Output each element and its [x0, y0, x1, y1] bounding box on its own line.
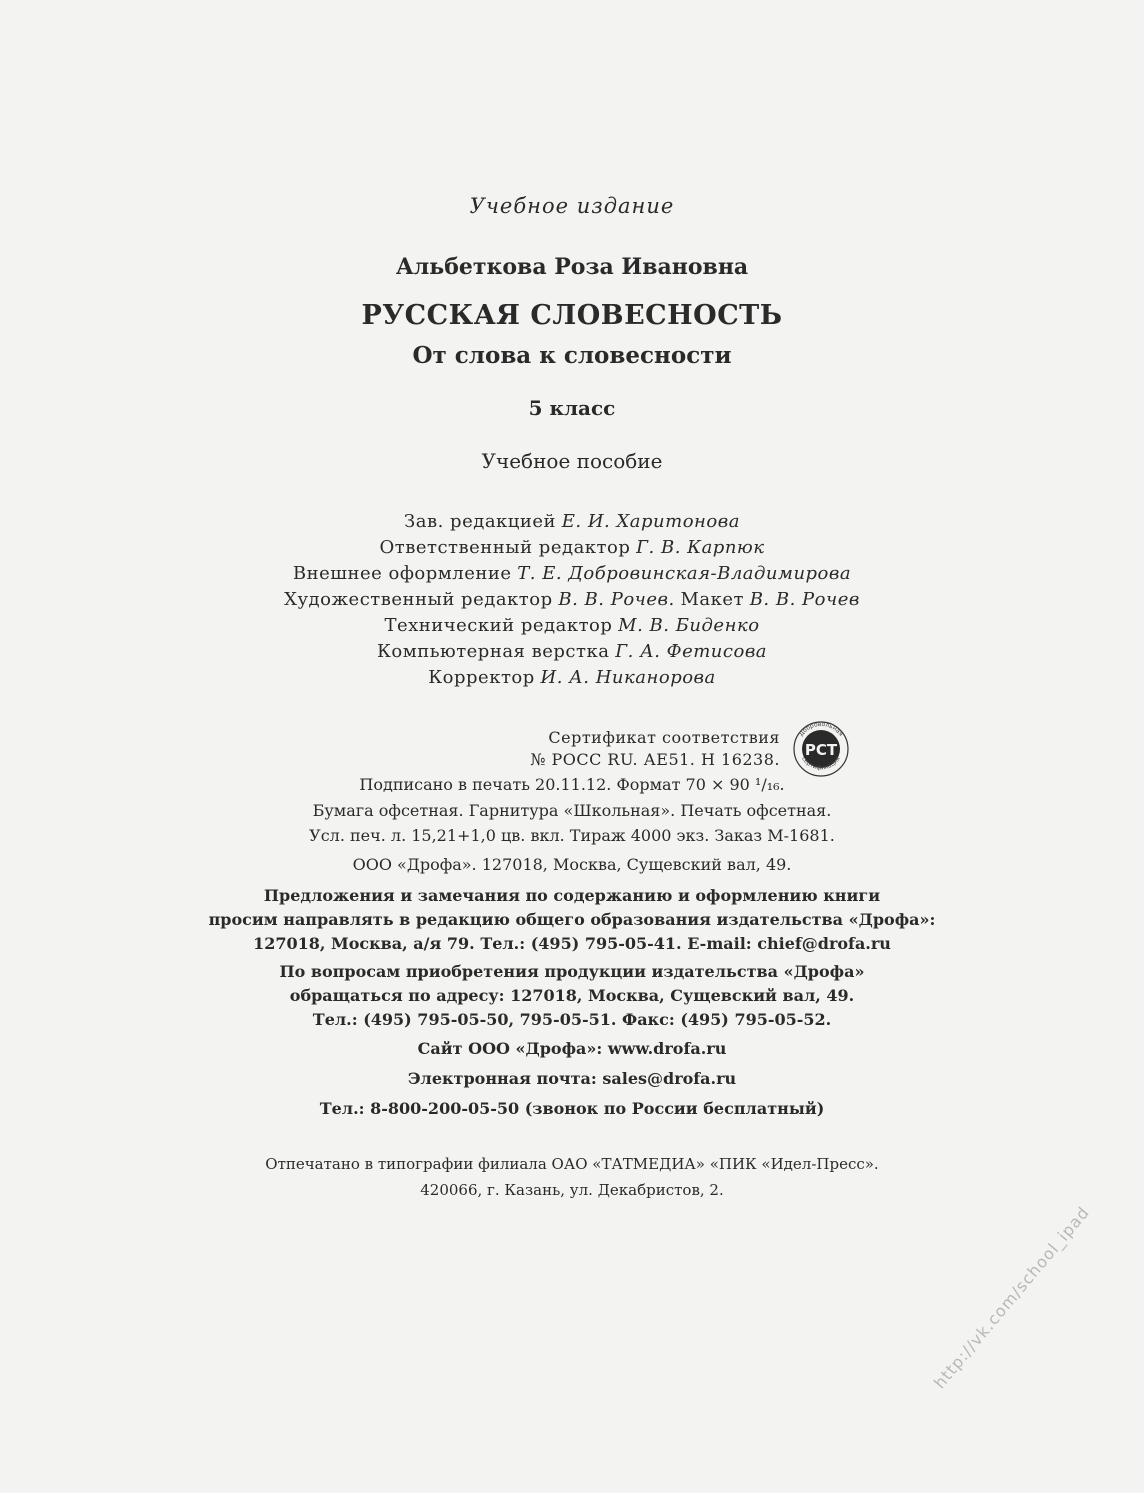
printer-line: Отпечатано в типографии филиала ОАО «ТАТМЕДИА» «ПИК «Идел-Пресс».	[265, 1155, 879, 1173]
credit-person: М. В. Биденко	[618, 615, 760, 636]
grade-label: 5 класс	[528, 396, 616, 420]
feedback-line: 127018, Москва, а/я 79. Тел.: (495) 795-05-41. E-mail: chief@drofa.ru	[253, 934, 891, 953]
email-line: Электронная почта: sales@drofa.ru	[407, 1069, 737, 1088]
print-info-line: Бумага офсетная. Гарнитура «Школьная». Печать офсетная.	[312, 801, 832, 820]
credit-line	[0, 539, 1144, 557]
credit-line	[0, 617, 1144, 635]
credit-role: Ответственный редактор	[379, 537, 631, 558]
credit-line	[0, 643, 1144, 661]
sales-line: Тел.: (495) 795-05-50, 795-05-51. Факс: (495) 795-05-52.	[312, 1010, 832, 1029]
book-subtitle: От слова к словесности	[412, 342, 732, 369]
watermark-url: http://vk.com/school_ipad	[930, 1202, 1094, 1393]
credit-person: Г. А. Фетисова	[615, 641, 768, 662]
certificate-title: Сертификат соответствия	[548, 728, 780, 747]
credit-role: Технический редактор	[384, 615, 613, 636]
edition-type: Учебное издание	[469, 194, 675, 218]
credit-line	[0, 513, 1144, 531]
feedback-line: Предложения и замечания по содержанию и оформлению книги	[263, 886, 881, 905]
print-info-line: Подписано в печать 20.11.12. Формат 70 × 90 ¹/₁₆.	[359, 775, 785, 794]
svg-text:Добровольная: Добровольная	[797, 720, 845, 738]
phone-line: Тел.: 8-800-200-05-50 (звонок по России бесплатный)	[319, 1099, 825, 1118]
credit-person: Г. В. Карпюк	[636, 537, 765, 558]
sales-line: обращаться по адресу: 127018, Москва, Сущевский вал, 49.	[289, 986, 855, 1005]
sales-line: По вопросам приобретения продукции издательства «Дрофа»	[279, 962, 865, 981]
author-name: Альбеткова Роза Ивановна	[395, 254, 749, 280]
printer-line: 420066, г. Казань, ул. Декабристов, 2.	[420, 1181, 724, 1199]
feedback-line: просим направлять в редакцию общего образования издательства «Дрофа»:	[208, 910, 936, 929]
print-info-line: Усл. печ. л. 15,21+1,0 цв. вкл. Тираж 4000 экз. Заказ М-1681.	[309, 826, 835, 845]
certification-logo-icon	[790, 718, 852, 780]
credit-line	[0, 565, 1144, 583]
book-type: Учебное пособие	[481, 449, 663, 473]
book-title: РУССКАЯ СЛОВЕСНОСТЬ	[361, 300, 783, 331]
credit-role-secondary: Макет	[680, 589, 744, 610]
certificate-number: № РОСС RU. АЕ51. Н 16238.	[530, 750, 780, 769]
credit-line	[0, 591, 1144, 609]
credit-person-secondary: В. В. Рочев	[749, 589, 860, 610]
credit-role: Внешнее оформление	[292, 563, 512, 584]
credit-role: Компьютерная верстка	[376, 641, 610, 662]
credit-person: Т. Е. Добровинская-Владимирова	[517, 563, 852, 584]
credit-person: И. А. Никанорова	[540, 667, 716, 688]
publisher-address: ООО «Дрофа». 127018, Москва, Сущевский вал, 49.	[352, 855, 792, 874]
svg-text:сертификация: сертификация	[800, 755, 842, 772]
site-line: Сайт ООО «Дрофа»: www.drofa.ru	[417, 1039, 727, 1058]
credit-person: Е. И. Харитонова	[561, 511, 740, 532]
svg-text:РСТ: РСТ	[804, 741, 838, 759]
credit-line	[0, 669, 1144, 687]
credit-role: Зав. редакцией	[404, 511, 557, 532]
credit-role: Корректор	[428, 667, 535, 688]
credit-person: В. В. Рочев.	[558, 589, 675, 610]
credit-role: Художественный редактор	[284, 589, 553, 610]
